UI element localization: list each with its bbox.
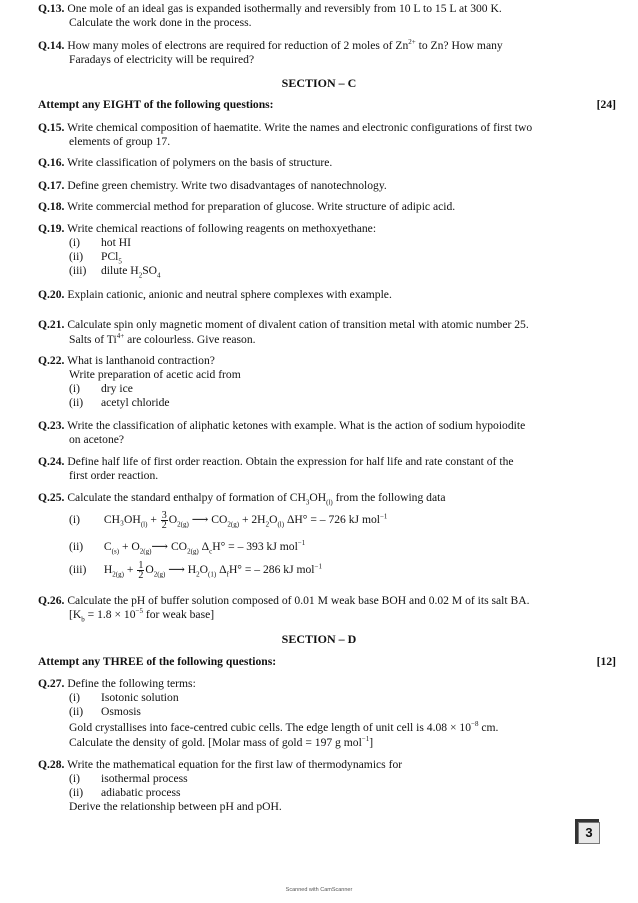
arrow-icon: ⟶ <box>168 563 185 577</box>
list-item <box>69 396 170 411</box>
question-number: Q.22. <box>38 354 65 367</box>
question-text: Explain cationic, anionic and neutral sphere complexes with example. <box>67 288 392 301</box>
eq-reactant: C <box>103 540 112 553</box>
item-number: (i) <box>69 691 80 704</box>
question-text: Write commercial method for preparation of glucose. Write structure of adipic acid. <box>67 200 456 213</box>
question-text: [K <box>69 608 82 621</box>
list-item <box>69 691 179 706</box>
question-13 <box>38 2 502 17</box>
arrow-icon: ⟶ <box>191 513 209 527</box>
list-item <box>69 236 131 251</box>
question-number: Q.16. <box>38 156 65 169</box>
question-text: Calculate spin only magnetic moment of divalent cation of transition metal with atomic number 25. <box>67 318 529 331</box>
question-27-line5 <box>69 736 373 751</box>
subscript: 4 <box>157 271 161 280</box>
eq-reactant: O <box>168 513 178 527</box>
eq-reactant: CH₃OH <box>103 513 141 527</box>
question-text-cont: to Zn? How many <box>418 39 503 52</box>
subscript: 2 <box>265 520 270 529</box>
subscript: 2(g) <box>153 570 166 579</box>
question-16 <box>38 156 332 171</box>
enthalpy: H° = – 393 kJ mol <box>212 540 298 553</box>
question-number: Q.13. <box>38 2 65 15</box>
superscript: 4+ <box>116 332 125 341</box>
fraction <box>161 511 168 530</box>
item-text: isothermal process <box>101 772 188 785</box>
question-number: Q.25. <box>38 491 65 504</box>
list-item <box>69 705 141 720</box>
question-number: Q.27. <box>38 677 65 690</box>
list-item <box>69 382 133 397</box>
question-23 <box>38 419 525 434</box>
question-23-line2: on acetone? <box>69 433 125 446</box>
item-number: (iii) <box>69 563 87 577</box>
subscript: (l) <box>277 520 285 529</box>
eq-product: CO <box>170 540 188 553</box>
eq-product: H <box>187 563 197 577</box>
question-22-line2: Write preparation of acetic acid from <box>69 368 241 381</box>
question-28-line4: Derive the relationship between pH and pOH. <box>69 800 282 813</box>
fraction-numerator: 1 <box>138 560 144 571</box>
list-item <box>69 264 161 279</box>
item-text: Isotonic solution <box>101 691 179 704</box>
section-c-title: SECTION – C <box>281 76 357 90</box>
question-25 <box>38 491 445 506</box>
arrow-icon: ⟶ <box>151 540 169 553</box>
equation-3 <box>69 561 322 580</box>
question-24-line2: first order reaction. <box>69 469 159 482</box>
question-number: Q.20. <box>38 288 65 301</box>
superscript: −1 <box>361 735 370 744</box>
enthalpy: ΔH° = – 726 kJ mol <box>286 513 380 527</box>
question-27-line4 <box>69 721 498 736</box>
section-d-instruction: Attempt any THREE of the following questions: <box>38 655 277 668</box>
subscript: 2(g) <box>187 547 199 556</box>
page-number: 3 <box>578 822 600 844</box>
question-text: Calculate the density of gold. [Molar mass of gold = 197 g mol <box>69 736 362 749</box>
question-27 <box>38 677 196 692</box>
question-text: for weak base] <box>145 608 215 621</box>
question-text: cm. <box>481 721 499 734</box>
question-26 <box>38 594 530 609</box>
question-28 <box>38 758 402 773</box>
question-17 <box>38 179 387 194</box>
subscript: f <box>226 570 229 579</box>
question-text: Write the mathematical equation for the first law of thermodynamics for <box>67 758 403 771</box>
question-14-line2: Faradays of electricity will be required? <box>69 53 255 66</box>
section-d-marks: [12] <box>596 655 616 668</box>
question-text: OH <box>309 491 327 504</box>
item-text: acetyl chloride <box>101 396 170 409</box>
question-number: Q.21. <box>38 318 65 331</box>
superscript: −1 <box>379 512 388 521</box>
question-text: ] <box>369 736 374 749</box>
subscript: 2(g) <box>227 520 240 529</box>
item-number: (i) <box>69 772 80 785</box>
question-number: Q.19. <box>38 222 65 235</box>
subscript: 2(g) <box>112 570 124 579</box>
superscript: −1 <box>314 562 322 571</box>
section-c-instruction: Attempt any EIGHT of the following questions: <box>38 98 274 111</box>
superscript: −8 <box>471 720 479 729</box>
equation-2 <box>69 540 305 555</box>
subscript: (1) <box>208 570 217 579</box>
fraction-numerator: 3 <box>161 510 167 521</box>
item-text: Osmosis <box>101 705 141 718</box>
list-item <box>69 786 181 801</box>
question-26-line2 <box>69 608 214 623</box>
subscript: (l) <box>140 520 148 529</box>
scanner-watermark: Scanned with CamScanner <box>285 887 353 893</box>
question-15 <box>38 121 532 136</box>
question-18 <box>38 200 455 215</box>
question-text: Write chemical reactions of following reagents on methoxyethane: <box>67 222 377 235</box>
subscript: (l) <box>326 498 333 507</box>
subscript: 5 <box>118 257 122 266</box>
question-15-line2: elements of group 17. <box>69 135 171 148</box>
question-24 <box>38 455 514 470</box>
question-text: Write chemical composition of haematite. Write the names and electronic configurations of first two <box>67 121 533 134</box>
eq-reactant: + O <box>121 540 140 553</box>
question-text: Write the classification of aliphatic ketones with example. What is the action of sodium hypoiodite <box>67 419 526 432</box>
subscript: 2 <box>138 271 143 280</box>
item-number: (i) <box>69 382 80 395</box>
item-number: (iii) <box>69 264 87 277</box>
item-number: (i) <box>69 236 80 249</box>
question-text: Calculate the pH of buffer solution composed of 0.01 M weak base BOH and 0.02 M of its salt BA. <box>67 594 530 607</box>
item-number: (ii) <box>69 786 84 799</box>
enthalpy: Δ <box>201 540 210 553</box>
question-text: Define the following terms: <box>67 677 196 690</box>
question-text: Salts of Ti <box>69 333 117 346</box>
question-22 <box>38 354 215 369</box>
subscript: b <box>81 615 85 624</box>
question-text: Define half life of first order reaction. Obtain the expression for half life and rate constant of the <box>67 455 514 468</box>
enthalpy: Δ <box>219 563 227 577</box>
list-item <box>69 772 188 787</box>
question-text: Write classification of polymers on the basis of structure. <box>67 156 333 169</box>
equation-1 <box>69 511 387 530</box>
eq-plus: + <box>150 513 157 527</box>
eq-reactant: H <box>103 563 113 577</box>
subscript: c <box>209 547 213 556</box>
subscript: 2 <box>196 570 200 579</box>
item-text: SO <box>142 264 158 277</box>
question-number: Q.23. <box>38 419 65 432</box>
question-text: What is lanthanoid contraction? <box>67 354 215 367</box>
item-number: (ii) <box>69 250 84 263</box>
question-number: Q.28. <box>38 758 65 771</box>
eq-reactant: O <box>145 563 154 577</box>
subscript: (s) <box>111 547 120 556</box>
question-13-line2: Calculate the work done in the process. <box>69 16 252 29</box>
superscript: −5 <box>135 607 143 616</box>
question-text: = 1.8 × 10 <box>87 608 136 621</box>
subscript: 3 <box>305 498 310 507</box>
item-text: dry ice <box>101 382 133 395</box>
question-text: One mole of an ideal gas is expanded isothermally and reversibly from 10 L to 15 L at 300 K. <box>67 2 502 15</box>
question-number: Q.24. <box>38 455 65 468</box>
eq-product: O <box>199 563 209 577</box>
enthalpy: H° = – 286 kJ mol <box>228 563 315 577</box>
item-number: (ii) <box>69 705 84 718</box>
question-text: Calculate the standard enthalpy of formation of CH <box>67 491 306 504</box>
question-text-cont: are colourless. Give reason. <box>127 333 256 346</box>
question-text: Define green chemistry. Write two disadvantages of nanotechnology. <box>67 179 387 192</box>
question-19 <box>38 222 376 237</box>
subscript: 2(g) <box>139 547 152 556</box>
superscript: 2+ <box>408 38 416 47</box>
question-21 <box>38 318 529 333</box>
question-number: Q.15. <box>38 121 65 134</box>
eq-product: CO <box>211 513 228 527</box>
question-20 <box>38 288 392 303</box>
item-text: hot HI <box>101 236 131 249</box>
item-text: adiabatic process <box>101 786 181 799</box>
eq-product: + 2H <box>241 513 266 527</box>
subscript: 2(g) <box>177 520 189 529</box>
list-item <box>69 250 122 265</box>
section-c-marks: [24] <box>596 98 616 111</box>
fraction-denominator: 2 <box>161 520 167 531</box>
superscript: −1 <box>297 539 306 548</box>
question-text: How many moles of electrons are required for reduction of 2 moles of Zn <box>67 39 409 52</box>
fraction-denominator: 2 <box>138 570 144 581</box>
fraction <box>137 561 144 580</box>
item-number: (ii) <box>69 540 84 553</box>
item-number: (i) <box>69 513 80 527</box>
question-number: Q.17. <box>38 179 65 192</box>
question-number: Q.26. <box>38 594 65 607</box>
question-number: Q.14. <box>38 39 65 52</box>
question-text: from the following data <box>335 491 446 504</box>
question-text: Gold crystallises into face-centred cubic cells. The edge length of unit cell is 4.08 × 10 <box>69 721 471 734</box>
section-d-title: SECTION – D <box>281 632 357 646</box>
item-number: (ii) <box>69 396 84 409</box>
eq-plus: + <box>126 563 134 577</box>
eq-product: O <box>269 513 278 527</box>
question-number: Q.18. <box>38 200 65 213</box>
question-14 <box>38 39 503 54</box>
item-text: PCl <box>101 250 119 263</box>
question-21-line2 <box>69 333 256 348</box>
item-text: dilute H <box>101 264 139 277</box>
